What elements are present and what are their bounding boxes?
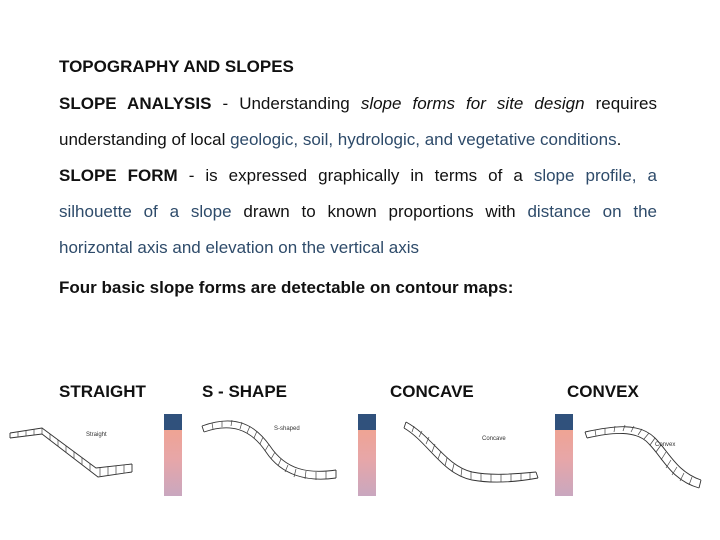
slope-form-mid: drawn to known proportions with: [231, 202, 528, 221]
label-straight: STRAIGHT: [59, 382, 146, 401]
gradient-bar: [555, 414, 573, 496]
slope-analysis-term: SLOPE ANALYSIS: [59, 94, 212, 113]
s-shaped-caption: S-shaped: [274, 426, 300, 432]
convex-slope-profile: [583, 418, 708, 490]
slope-analysis-dash: - Understanding: [211, 94, 361, 113]
slope-analysis-italic: slope forms for site design: [360, 94, 585, 113]
slope-form-highlight-axes: distance on the horizontal axis and elevation on the vertical axis: [59, 202, 657, 257]
slope-analysis-mid: requires understanding of local: [59, 94, 657, 149]
slope-analysis-end: .: [616, 130, 622, 149]
gradient-bar-cap: [358, 414, 376, 430]
slide-body: [59, 52, 657, 306]
label-convex: CONVEX: [567, 382, 639, 401]
label-s-shape: S - SHAPE: [202, 382, 288, 401]
slope-forms-summary: Four basic slope forms are detectable on contour maps:: [59, 278, 514, 297]
slope-form-term: SLOPE FORM: [59, 166, 178, 185]
label-concave: CONCAVE: [390, 382, 474, 401]
slope-form-highlight: slope profile, a silhouette of a slope: [59, 166, 657, 221]
gradient-bar: [164, 414, 182, 496]
straight-slope-profile: [8, 418, 138, 486]
slope-analysis-highlight: geologic, soil, hydrologic, and vegetative conditions: [230, 130, 617, 149]
convex-caption: Convex: [655, 442, 676, 448]
gradient-bar-cap: [555, 414, 573, 430]
s-shaped-slope-profile: [200, 414, 340, 486]
slide-title: TOPOGRAPHY AND SLOPES: [59, 57, 294, 76]
concave-slope-profile: [402, 416, 542, 486]
concave-caption: Concave: [482, 436, 506, 442]
gradient-bar: [358, 414, 376, 496]
slope-analysis-paragraph: [59, 86, 657, 158]
slope-form-dash: - is expressed graphically in terms of a: [177, 166, 534, 185]
straight-caption: Straight: [86, 432, 107, 438]
slope-form-paragraph: [59, 158, 657, 266]
gradient-bar-cap: [164, 414, 182, 430]
